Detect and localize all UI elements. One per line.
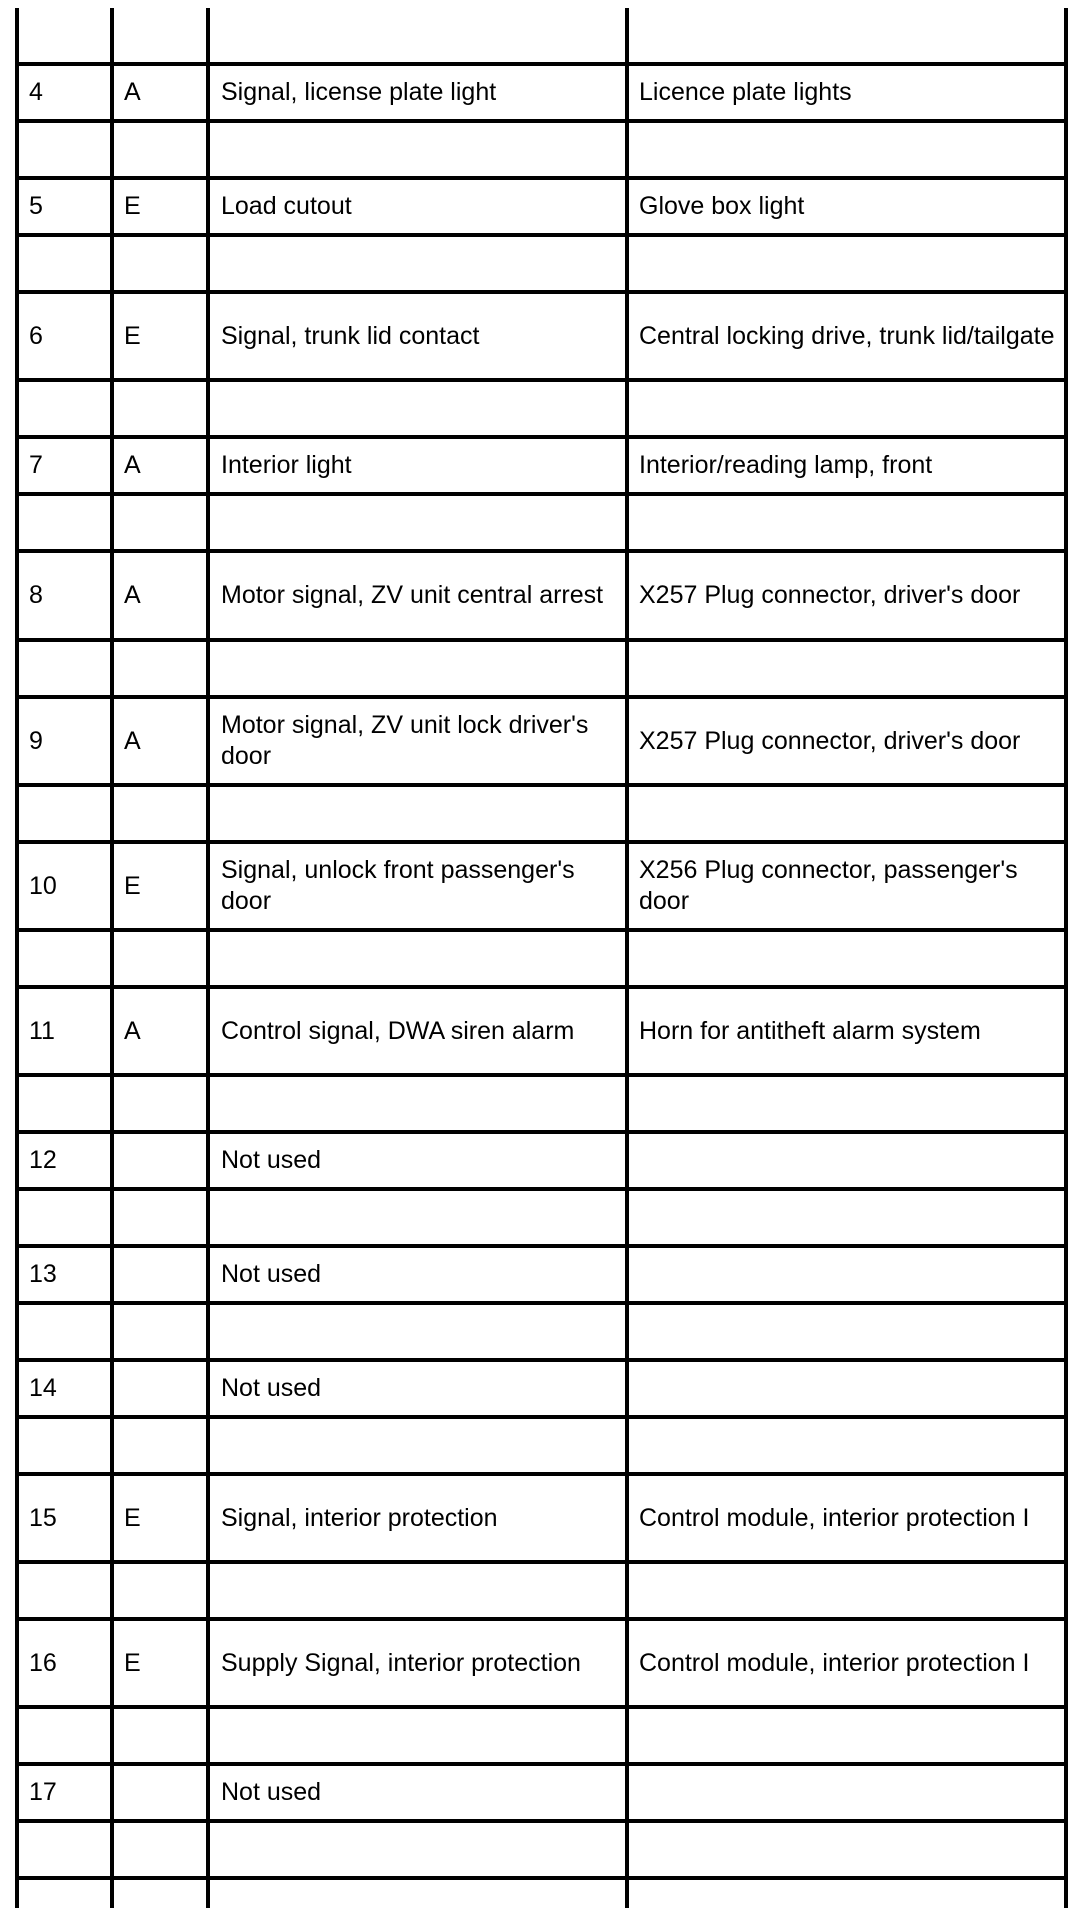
row-divider <box>15 233 1068 237</box>
signal-description: Not used <box>221 1146 322 1174</box>
connected-component: X257 Plug connector, driver's door <box>639 726 1021 755</box>
connected-component: X257 Plug connector, driver's door <box>639 581 1021 609</box>
row-divider <box>15 1301 1068 1305</box>
connected-component: Control module, interior protection I <box>639 1503 1030 1532</box>
row-divider <box>15 1560 1068 1564</box>
row-divider <box>15 1705 1068 1709</box>
table-row <box>0 1621 1088 1705</box>
table-row <box>0 844 1088 928</box>
pin-number: 10 <box>29 871 57 900</box>
signal-description: Signal, trunk lid contact <box>221 321 480 350</box>
connected-component: X256 Plug connector, passenger's door <box>639 856 1018 915</box>
pin-number: 9 <box>29 726 43 755</box>
table-row <box>0 989 1088 1073</box>
connected-component <box>639 1248 1064 1301</box>
pin-number: 13 <box>29 1260 57 1288</box>
signal-description: Supply Signal, interior protection <box>221 1648 581 1677</box>
pin-number: 17 <box>29 1778 57 1806</box>
signal-description: Motor signal, ZV unit central arrest <box>221 581 604 609</box>
pin-number: 11 <box>29 1016 55 1045</box>
row-divider <box>15 638 1068 642</box>
signal-description: Not used <box>221 1260 322 1288</box>
connected-component: Interior/reading lamp, front <box>639 451 933 479</box>
pin-number: 15 <box>29 1503 57 1532</box>
table-row <box>0 1134 1088 1187</box>
signal-description: Signal, interior protection <box>221 1503 498 1532</box>
pin-type: E <box>124 871 141 900</box>
table-row <box>0 1766 1088 1819</box>
connected-component <box>639 1134 1064 1187</box>
row-divider <box>15 119 1068 123</box>
pin-number: 14 <box>29 1374 57 1402</box>
signal-description: Signal, unlock front passenger's door <box>221 856 575 915</box>
table-row <box>0 699 1088 783</box>
table-row <box>0 553 1088 638</box>
pin-type: A <box>124 726 141 755</box>
connected-component: Central locking drive, trunk lid/tailgate <box>639 321 1055 350</box>
pin-type <box>124 1766 204 1819</box>
pin-number: 6 <box>29 321 43 350</box>
pin-number: 12 <box>29 1146 57 1174</box>
table-row <box>0 66 1088 119</box>
row-divider <box>15 1187 1068 1191</box>
pin-number: 16 <box>29 1648 57 1677</box>
table-row <box>0 1362 1088 1415</box>
pin-type: E <box>124 1503 141 1532</box>
signal-description: Not used <box>221 1778 322 1806</box>
signal-description: Signal, license plate light <box>221 78 497 106</box>
pin-type <box>124 1362 204 1415</box>
pin-type: A <box>124 581 141 609</box>
pin-number: 8 <box>29 581 43 609</box>
pin-number: 7 <box>29 451 43 479</box>
pin-type: A <box>124 1016 141 1045</box>
row-divider <box>15 492 1068 496</box>
table-row <box>0 439 1088 492</box>
connected-component: Licence plate lights <box>639 78 852 106</box>
row-divider <box>15 1876 1068 1880</box>
signal-description: Interior light <box>221 451 352 479</box>
pin-type: A <box>124 451 141 479</box>
signal-description: Load cutout <box>221 192 352 220</box>
pin-type: A <box>124 78 141 106</box>
table-row <box>0 180 1088 233</box>
connected-component: Horn for antitheft alarm system <box>639 1016 981 1045</box>
pin-type <box>124 1248 204 1301</box>
table-row <box>0 1476 1088 1560</box>
table-row <box>0 1248 1088 1301</box>
pin-type: E <box>124 192 141 220</box>
connected-component: Control module, interior protection I <box>639 1648 1030 1677</box>
pin-number: 5 <box>29 192 43 220</box>
connected-component <box>639 1362 1064 1415</box>
signal-description: Control signal, DWA siren alarm <box>221 1016 575 1045</box>
signal-description: Motor signal, ZV unit lock driver's door <box>221 711 589 770</box>
row-divider <box>15 1415 1068 1419</box>
pin-type: E <box>124 321 141 350</box>
row-divider <box>15 378 1068 382</box>
pin-number: 4 <box>29 78 43 106</box>
table-row <box>0 294 1088 378</box>
row-divider <box>15 1073 1068 1077</box>
pin-type: E <box>124 1648 141 1677</box>
connected-component <box>639 1766 1064 1819</box>
row-divider <box>15 1819 1068 1823</box>
row-divider <box>15 928 1068 932</box>
signal-description: Not used <box>221 1374 322 1402</box>
connected-component: Glove box light <box>639 192 805 220</box>
row-divider <box>15 783 1068 787</box>
pin-type <box>124 1134 204 1187</box>
